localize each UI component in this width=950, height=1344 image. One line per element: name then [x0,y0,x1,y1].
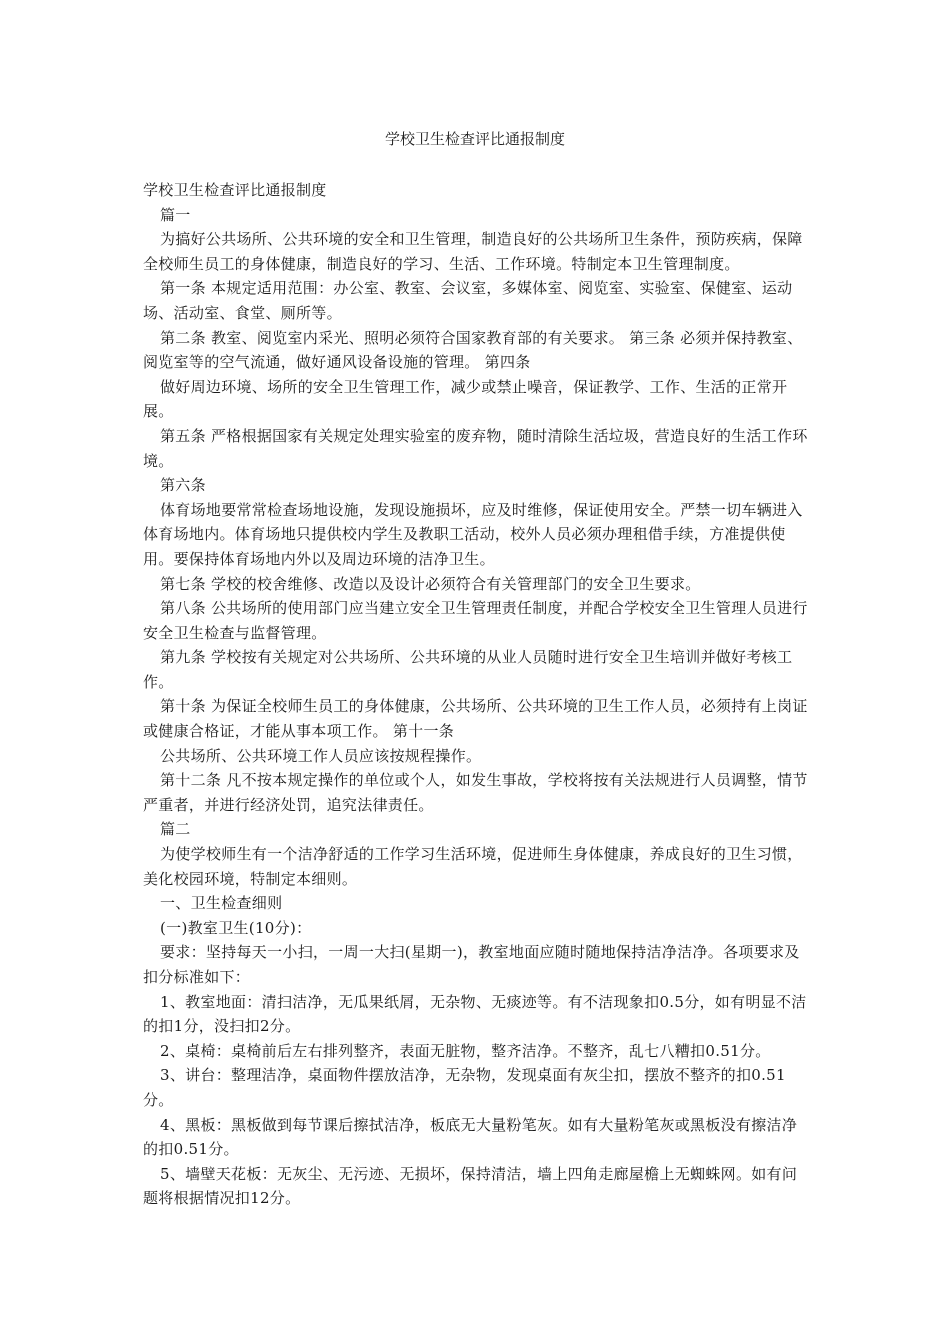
paragraph: 第八条 公共场所的使用部门应当建立安全卫生管理责任制度，并配合学校安全卫生管理人员进行安全卫生检查与监督管理。 [143,599,808,642]
paragraph: 体育场地要常常检查场地设施，发现设施损坏，应及时维修，保证使用安全。严禁一切车辆进入体育场地内。体育场地只提供校内学生及教职工活动，校外人员必须办理租借手续，方准提供使用。要保持体育场地内外以及周边环境的洁净卫生。 [143,500,803,568]
document-title: 学校卫生检查评比通报制度 [384,130,565,148]
paragraph: 5、墙壁天花板：无灰尘、无污迹、无损坏，保持清洁，墙上四角走廊屋檐上无蜘蛛网。如有问题将根据情况扣12分。 [143,1164,798,1208]
document-heading: 学校卫生检查评比通报制度 [143,181,327,199]
paragraph: 第十条 为保证全校师生员工的身体健康，公共场所、公共环境的卫生工作人员，必须持有上岗证或健康合格证，才能从事本项工作。 第十一条 [143,697,808,741]
paragraph: 为搞好公共场所、公共环境的安全和卫生管理，制造良好的公共场所卫生条件，预防疾病，保障全校师生员工的身体健康，制造良好的学习、生活、工作环境。特制定本卫生管理制度。 [143,230,803,273]
paragraph: 2、桌椅：桌椅前后左右排列整齐，表面无脏物，整齐洁净。不整齐，乱七八糟扣0.51分。 [160,1041,771,1060]
document-body [143,178,811,1211]
paragraph: 第九条 学校按有关规定对公共场所、公共环境的从业人员随时进行安全卫生培训并做好考核工作。 [143,648,793,691]
paragraph: 公共场所、公共环境工作人员应该按规程操作。 [160,746,482,765]
paragraph: 一、卫生检查细则 [160,894,283,913]
paragraph: 第五条 严格根据国家有关规定处理实验室的废弃物，随时清除生活垃圾，营造良好的生活工作环境。 [143,426,808,470]
paragraph: 1、教室地面：清扫洁净，无瓜果纸屑，无杂物、无痰迹等。有不洁现象扣0.5分，如有明显不洁的扣1分，没扫扣2分。 [143,992,807,1036]
paragraph: 篇一 [160,205,191,224]
paragraph: 第二条 教室、阅览室内采光、照明必须符合国家教育部的有关要求。 第三条 必须并保持教室、阅览室等的空气流通，做好通风设备设施的管理。 第四条 [143,328,803,372]
paragraph: 第七条 学校的校舍维修、改造以及设计必须符合有关管理部门的安全卫生要求。 [160,574,701,593]
paragraph: 要求：坚持每天一小扫，一周一大扫(星期一)，教室地面应随时随地保持洁净洁净。各项要求及扣分标准如下： [143,943,800,986]
paragraph: (一)教室卫生(10分)： [160,918,312,937]
paragraph: 第十二条 凡不按本规定操作的单位或个人，如发生事故，学校将按有关法规进行人员调整，情节严重者，并进行经济处罚，追究法律责任。 [143,771,808,814]
paragraph: 为使学校师生有一个洁净舒适的工作学习生活环境，促进师生身体健康，养成良好的卫生习惯，美化校园环境，特制定本细则。 [143,845,803,888]
paragraph: 第一条 本规定适用范围：办公室、教室、会议室，多媒体室、阅览室、实验室、保健室、运动场、活动室、食堂、厕所等。 [143,279,793,322]
paragraph: 篇二 [160,820,191,839]
paragraph: 第六条 [160,476,206,495]
paragraph: 3、讲台：整理洁净，桌面物件摆放洁净，无杂物，发现桌面有灰尘扣，摆放不整齐的扣0.51分。 [143,1066,786,1109]
paragraph: 4、黑板：黑板做到每节课后擦拭洁净，板底无大量粉笔灰。如有大量粉笔灰或黑板没有擦洁净的扣0.51分。 [143,1115,798,1159]
paragraph: 做好周边环境、场所的安全卫生管理工作，减少或禁止噪音，保证教学、工作、生活的正常开展。 [143,377,788,421]
